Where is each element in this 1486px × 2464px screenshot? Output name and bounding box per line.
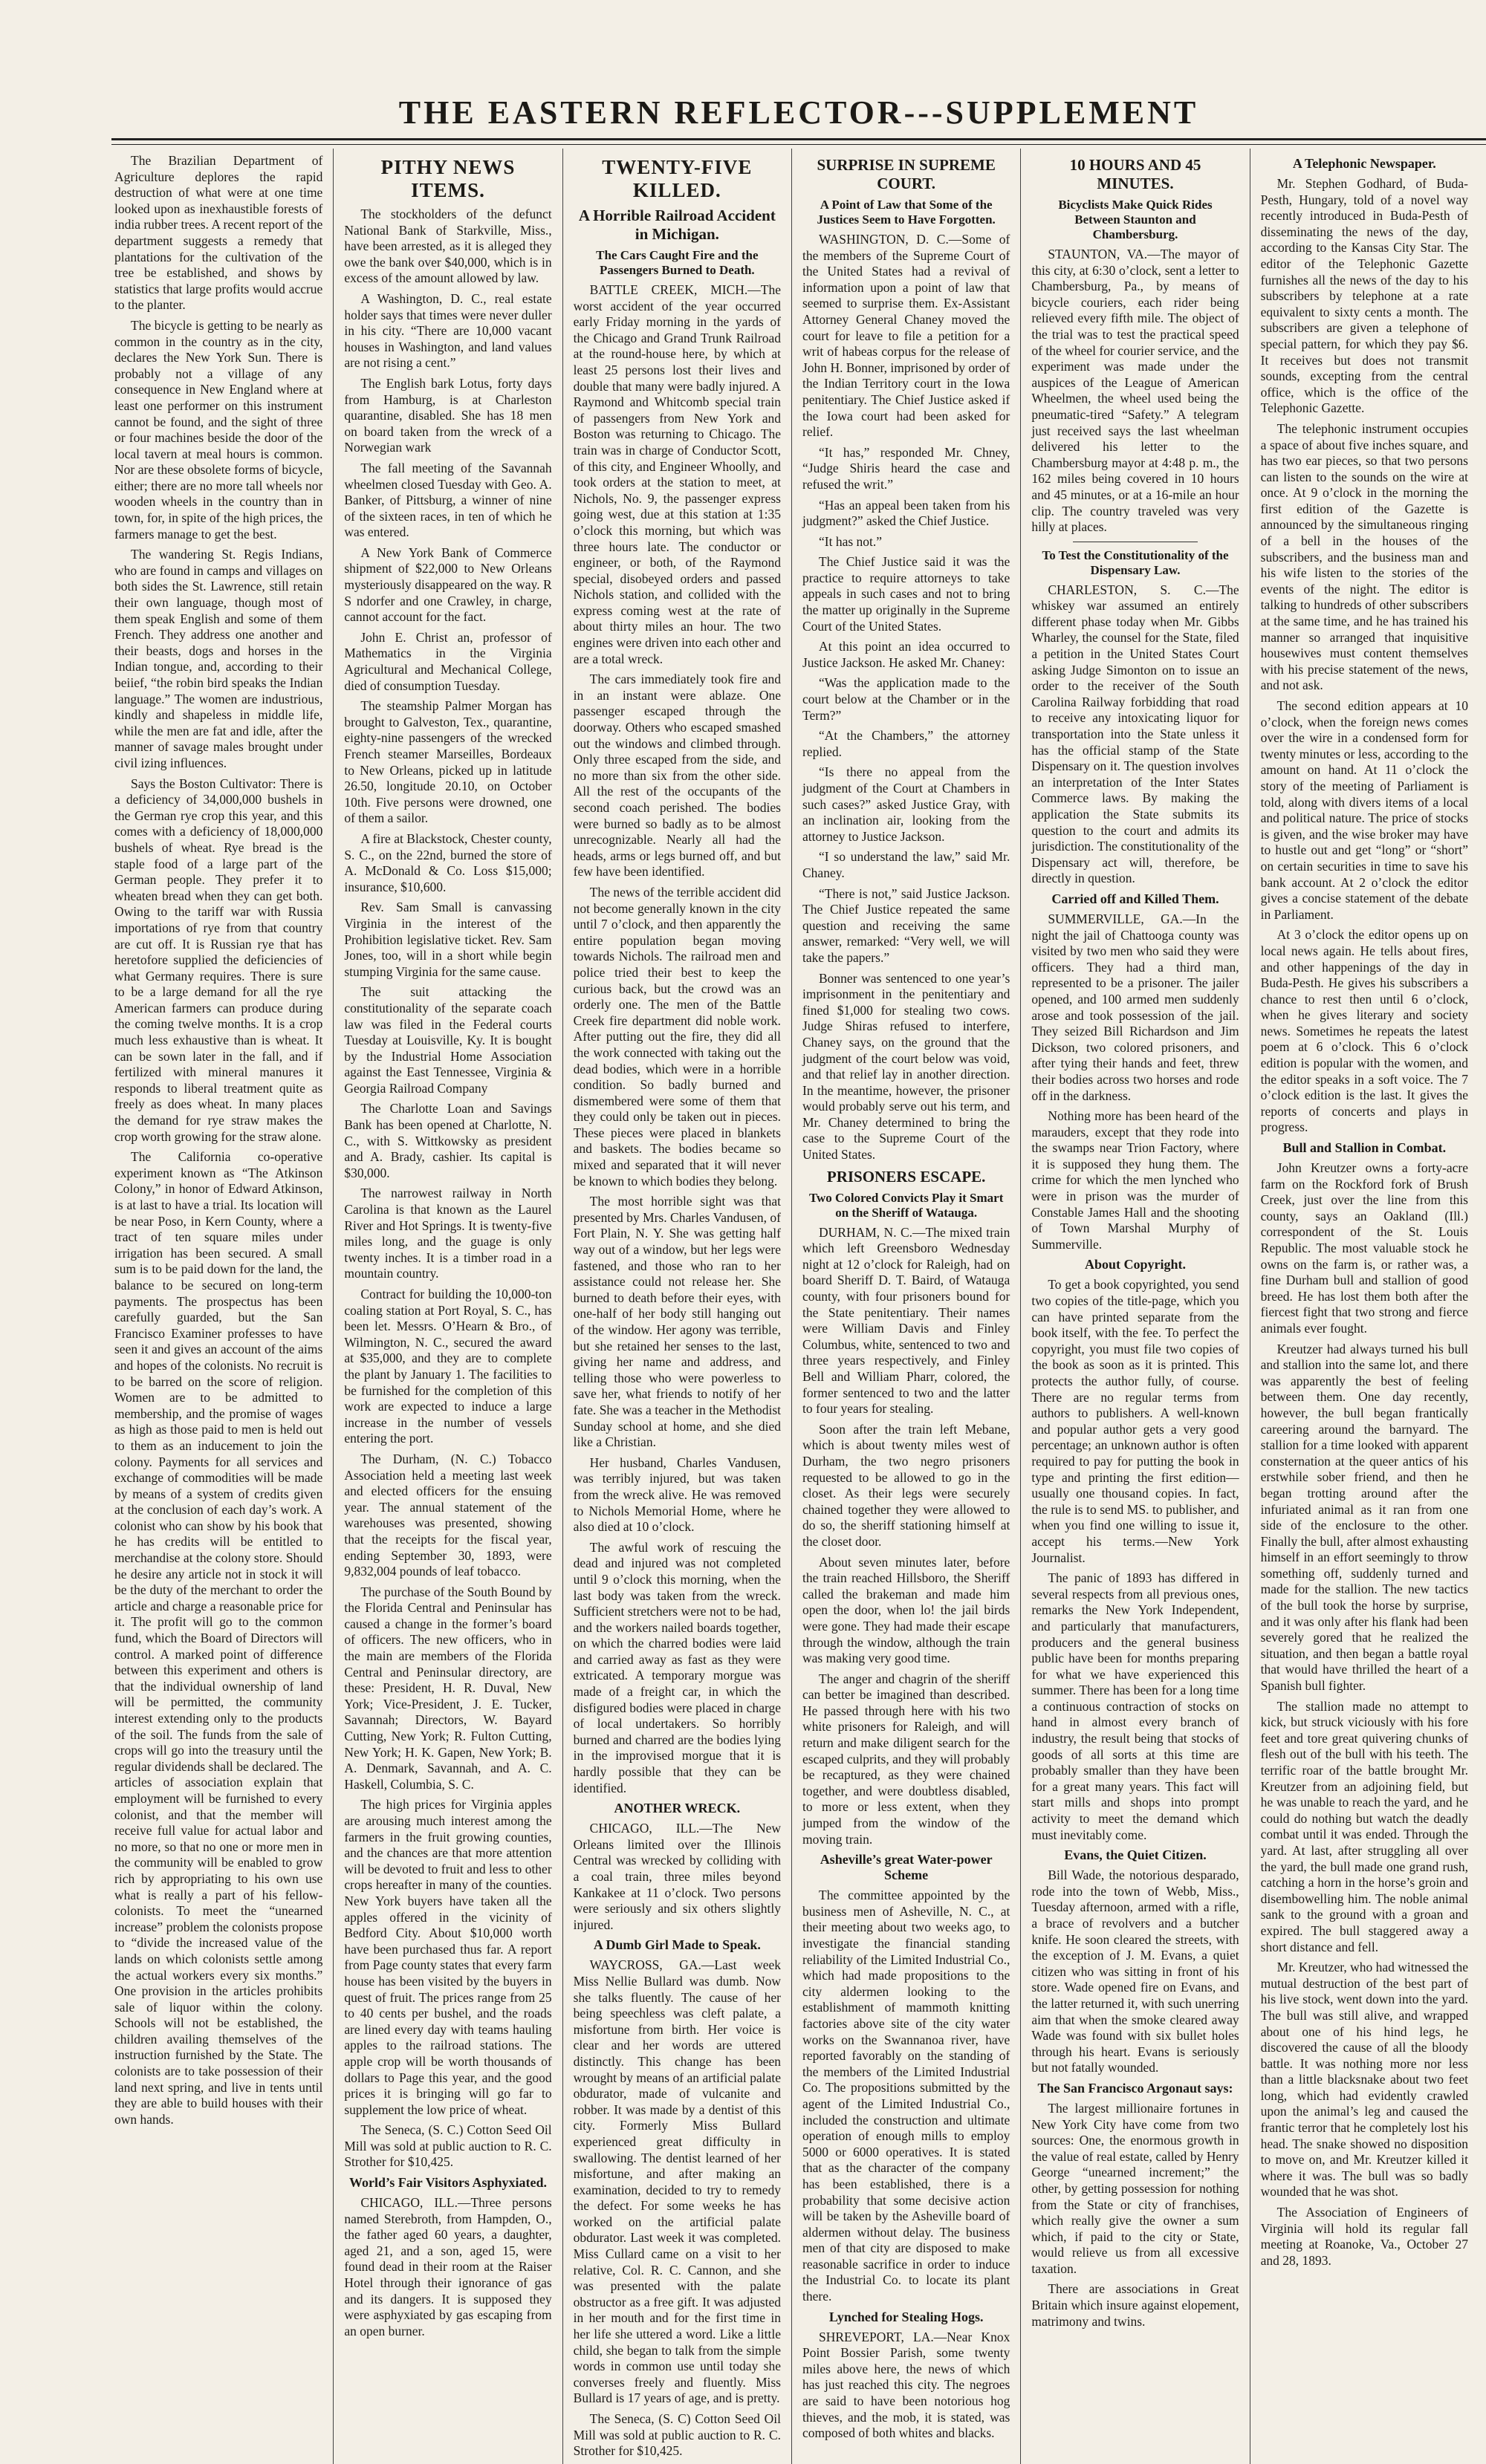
article-paragraph: The Brazilian Department of Agriculture deplores the rapid destruction of what were at one time looked upon as inexhaustible forests of india rubber trees. A recent report of the department suggests a remedy that plantations for the cultivation of the tree be established, and shows by statistics that large profits would accrue to the planter. <box>114 153 323 313</box>
article-paragraph: CHICAGO, ILL.—The New Orleans limited over the Illinois Central was wrecked by colliding with a coal train, three miles beyond Kankakee at 11 o’clock. Two persons were seriously and six others slightly injured. <box>573 1821 781 1932</box>
article-paragraph: A New York Bank of Commerce shipment of $22,000 to New Orleans mysteriously disappeared on the way. R S ndorfer and one Crawley, in charge, cannot account for the fact. <box>344 545 552 625</box>
article-headline: PITHY NEWS ITEMS. <box>380 156 516 201</box>
article-paragraph: “I so understand the law,” said Mr. Chaney. <box>802 849 1010 880</box>
article-subheadline: A Point of Law that Some of the Justices Seem to Have Forgotten. <box>817 198 996 227</box>
article-paragraph: “It has,” responded Mr. Chney, “Judge Shiris heard the case and refused the writ.” <box>802 444 1010 492</box>
column-4 <box>791 149 1020 2464</box>
article-headline: A Dumb Girl Made to Speak. <box>593 1937 761 1953</box>
article-paragraph: Says the Boston Cultivator: There is a deficiency of 34,000,000 bushels in the German rye crop this year, and this comes with a deficiency of 18,000,000 bushels of wheat. Rye bread is the staple food of a large part of the German people. They prefer it to wheaten bread when they can get both. Owing to the tariff war with Russia importations of rye from that country are cut off. It is Russian rye that has heretofore supplied the deficiencies of what Germany requires. There is sure to be a large demand for all the rye American farmers can produce during the coming twelve months. It is a crop much less exhaustive than is wheat. It can be sown later in the fall, and if fertilized with mineral manures it responds to liberal treatment quite as freely as does wheat. In many places the demand for rye straw makes the crop worth growing for the straw alone. <box>114 776 323 1144</box>
article-paragraph: A fire at Blackstock, Chester county, S. C., on the 22nd, burned the store of A. McDonald & Co. Loss $15,000; insurance, $10,600. <box>344 830 552 894</box>
article-paragraph: Nothing more has been heard of the marauders, except that they rode into the swamps near Trion Factory, where it is supposed they hung them. The crime for which the men lynched who were in prison was the murder of Constable James Hall and the shooting of Town Marshal Murphy of Summerville. <box>1031 1108 1239 1252</box>
article-paragraph: The cars immediately took fire and in an instant were ablaze. One passenger escaped through the doorway. Others who escaped smashed out the windows and climbed through. Only three escaped from the side, and no more than six from the other side. All the rest of the occupants of the second coach perished. The bodies were burned so badly as to be almost unrecognizable. Nearly all had the heads, arms or legs burned off, and but few have been identified. <box>573 672 781 880</box>
article-headline: A Horrible Railroad Accident in Michigan. <box>578 207 776 243</box>
article-paragraph: The Chief Justice said it was the practice to require attorneys to take appeals in such cases and not to bring the matter up originally in the Supreme Court of the United States. <box>802 554 1010 634</box>
column-3 <box>562 149 791 2464</box>
article-paragraph: About seven minutes later, before the train reached Hillsboro, the Sheriff called the brakeman and made him open the door, when lo! the jail birds were gone. They had made their escape through the window, although the train was making very good time. <box>802 1554 1010 1666</box>
article-paragraph: The Seneca, (S. C.) Cotton Seed Oil Mill was sold at public auction to R. C. Strother for $10,425. <box>344 2122 552 2170</box>
article-paragraph: Mr. Stephen Godhard, of Buda-Pesth, Hungary, told of a novel way recently introduced in Buda-Pesth of disseminating the news of the day, according to the Kansas City Star. The editor of the Telephonic Gazette furnishes all the news of the day to his subscribers by telephone at a rate equivalent to sixty cents a month. The subscribers are given a telephone of special pattern, for which they pay $6. It receives but does not transmit sounds, excepting from the central office, which is the office of the Telephonic Gazette. <box>1260 176 1468 416</box>
article-paragraph: WASHINGTON, D. C.—Some of the members of the Supreme Court of the United States had a revival of information upon a point of law that seemed to surprise them. Ex-Assistant Attorney General Chaney moved the court for leave to file a petition for a writ of habeas corpus for the release of John H. Bonner, imprisoned by order of the Indian Territory court in the Iowa penitentiary. The Chief Justice asked if the Iowa court had been asked for relief. <box>802 232 1010 440</box>
article-headline: Lynched for Stealing Hogs. <box>828 2309 984 2324</box>
article-paragraph: The committee appointed by the business men of Asheville, N. C., at their meeting about two weeks ago, to investigate the financial standing reliability of the Limited Industrial Co., which had made propositions to the city aldermen looking to the establishment of mammoth knitting factories above site of the city water works on the Swannanoa river, have reported favorably on the standing of the members of the Limited Industrial Co. The propositions submitted by the agent of the Limited Industrial Co., included the construction and ultimate operation of enough mills to employ 5000 or 6000 operatives. It is stated that as the character of the company has been established, there is a probability that some decisive action will be taken by the Asheville board of aldermen without delay. The business men of that city are disposed to make reasonable sacrifice in order to induce the Industrial Co. to locate its plant there. <box>802 1888 1010 2304</box>
article-headline: The San Francisco Argonaut says: <box>1037 2080 1233 2096</box>
column-2 <box>333 149 562 2464</box>
article-paragraph: The Durham, (N. C.) Tobacco Association held a meeting last week and elected officers for the ensuing year. The annual statement of the warehouses was presented, showing that the receipts for the fiscal year, ending September 30, 1893, were 9,832,004 pounds of leaf tobacco. <box>344 1451 552 1579</box>
article-headline: ANOTHER WRECK. <box>614 1801 741 1816</box>
article-columns <box>104 149 1479 2459</box>
article-subheadline: The Cars Caught Fire and the Passengers Burned to Death. <box>596 248 759 277</box>
article-headline: World’s Fair Visitors Asphyxiated. <box>348 2175 547 2191</box>
article-paragraph: BATTLE CREEK, MICH.—The worst accident of the year occurred early Friday morning in the yards of the Chicago and Grand Trunk Railroad at the round-house here, by which at least 25 persons lost their lives and double that many were badly injured. A Raymond and Whitcomb special train of passengers from New York and Boston was returning to Chicago. The train was in charge of Conductor Scott, of this city, and Engineer Whoolly, and took orders at the station to meet, at Nichols, No. 9, the passenger express going west, due at this station at 1:35 o’clock this morning, but which was three hours late. The conductor or engineer, or both, of the Raymond special, disobeyed orders and passed Nichols station, and collided with the express coming west at the rate of about thirty miles an hour. The two engines were driven into each other and are a total wreck. <box>573 282 781 666</box>
article-paragraph: The second edition appears at 10 o’clock, when the foreign news comes over the wire in a condensed form for twenty minutes or less, according to the amount on hand. At 11 o’clock the story of the meeting of Parliament is told, along with divers items of a local and political nature. The price of stocks is given, and the wise broker may have to hustle out and get “long” or “short” on certain securities in time to save his bank account. At 2 o’clock the editor gives a concise statement of the debate in Parliament. <box>1260 698 1468 922</box>
article-paragraph: At this point an idea occurred to Justice Jackson. He asked Mr. Chaney: <box>802 639 1010 670</box>
article-paragraph: Bill Wade, the notorious desparado, rode into the town of Webb, Miss., Tuesday afternoon, armed with a rifle, a brace of revolvers and a butcher knife. He soon cleared the streets, with the exception of J. M. Evans, a quiet citizen who was sitting in front of his store. Wade opened fire on Evans, and the latter returned it, with such unerring aim that when the smoke cleared away Wade was found with six bullet holes through his heart. Evans is seriously but not fatally wounded. <box>1031 1867 1239 2075</box>
article-paragraph: The news of the terrible accident did not become generally known in the city until 7 o’clock, and then apparently the entire population began moving towards Nichols. The railroad men and police tried their best to keep the curious back, but the crowd was an orderly one. The men of the Battle Creek fire department did noble work. After putting out the fire, they did all the work connected with taking out the dead bodies, which were in a horrible condition. So badly burned and dismembered were some of them that they could only be taken out in pieces. These pieces were placed in blankets and baskets. The bodies became so mixed and separated that it will never be known to which bodies they belong. <box>573 884 781 1189</box>
article-paragraph: “At the Chambers,” the attorney replied. <box>802 728 1010 759</box>
article-paragraph: A Washington, D. C., real estate holder says that times were never duller in his city. “There are 10,000 vacant houses in Washington, and land values are not rising a cent.” <box>344 290 552 371</box>
article-headline: Asheville’s great Water-power Scheme <box>820 1852 993 1883</box>
article-paragraph: The panic of 1893 has differed in several respects from all previous ones, remarks the New York Independent, and particularly that manufacturers, producers and the general business public have been for months preparing for what we have experienced this summer. There has been for a long time a continuous contraction of stocks on hand in almost every branch of industry, the result being that stocks of goods of all sorts at this time are probably smaller than they have been for a great many years. This fact will start mills and shops into prompt activity to meet the demand which must inevitably come. <box>1031 1570 1239 1842</box>
article-paragraph: “It has not.” <box>819 533 883 549</box>
article-headline: About Copyright. <box>1084 1257 1186 1272</box>
article-paragraph: DURHAM, N. C.—The mixed train which left Greensboro Wednesday night at 12 o’clock for Raleigh, had on board Sheriff D. T. Baird, of Watauga county, with four prisoners bound for the State penitentiary. Their names were William Davis and Finley Columbus, white, sentenced to two and three years respectively, and Finley Bell and William Pharr, colored, the former sentenced to two and the latter to four years for stealing. <box>802 1224 1010 1417</box>
article-paragraph: The Seneca, (S. C) Cotton Seed Oil Mill was sold at public auction to R. C. Strother for $10,425. <box>573 2411 781 2459</box>
article-paragraph: Her husband, Charles Vandusen, was terribly injured, but was taken from the wreck alive. He was removed to Nichols Memorial Home, where he also died at 10 o’clock. <box>573 1454 781 1535</box>
article-paragraph: The narrowest railway in North Carolina is that known as the Laurel River and Hot Springs. It is twenty-five miles long, and the guage is only twenty inches. It is a timber road in a mountain country. <box>344 1186 552 1281</box>
article-paragraph: Bonner was sentenced to one year’s imprisonment in the penitentiary and fined $1,000 for stealing two cows. Judge Shiras refused to interfere, Chaney says, on the ground that the judgment of the court below was void, and that relief lay in another direction. In the meantime, however, the prisoner would probably serve out his term, and Mr. Chaney determined to bring the case to the Supreme Court of the United States. <box>802 970 1010 1163</box>
article-paragraph: CHICAGO, ILL.—Three persons named Sterebroth, from Hampden, O., the father aged 60 years, a daughter, aged 21, and a son, aged 15, were found dead in their room at the Raiser Hotel through their ignorance of gas and its dangers. It is supposed they were asphyxiated by gas escaping from an open burner. <box>344 2195 552 2338</box>
article-subheadline: Bicyclists Make Quick Rides Between Staunton and Chambersburg. <box>1058 198 1213 241</box>
article-headline: A Telephonic Newspaper. <box>1292 156 1436 171</box>
article-paragraph: The steamship Palmer Morgan has brought to Galveston, Tex., quarantine, eighty-nine passengers of the wrecked French steamer Marseilles, Bordeaux to New Orleans, picked up in latitude 26.50, longitude 20.10, on October 10th. Five persons were drowned, one of them a sailor. <box>344 698 552 826</box>
article-headline: Bull and Stallion in Combat. <box>1282 1140 1447 1156</box>
article-paragraph: STAUNTON, VA.—The mayor of this city, at 6:30 o’clock, sent a letter to Chambersburg, Pa., by means of bicycle couriers, each rider being relieved every fifth mile. The object of the trial was to test the practical speed of the wheel for courier service, and the experiment was made under the auspices of the League of American Wheelmen, the wheel used being the pneumatic-tired “Safety.” A telegram just received says the last wheelman delivered his letter to the Chambersburg mayor at 4:48 p. m., the 162 miles being covered in 10 hours and 45 minutes, or at a 16-mile an hour clip. The country traveled was very hilly at places. <box>1031 247 1239 535</box>
article-paragraph: The fall meeting of the Savannah wheelmen closed Tuesday with Geo. A. Banker, of Pittsburg, a winner of nine of the sixteen races, in ten of which he was entered. <box>344 460 552 540</box>
article-paragraph: The stockholders of the defunct National Bank of Starkville, Miss., have been arrested, as it is alleged they owe the bank over $40,000, which is in excess of the amount allowed by law. <box>344 207 552 286</box>
article-paragraph: The English bark Lotus, forty days from Hamburg, is at Charleston quarantine, disabled. She has 18 men on board taken from the wreck of a Norwegian wark <box>344 375 552 455</box>
article-paragraph: The suit attacking the constitutionality of the separate coach law was filed in the Federal courts Tuesday at Louisville, Ky. It is bought by the Industrial Home Association against the East Tennessee, Virginia & Georgia Railroad Company <box>344 984 552 1096</box>
article-paragraph: The stallion made no attempt to kick, but struck viciously with his fore feet and tore great quivering chunks of flesh out of the bull with his teeth. The terrific roar of the battle brought Mr. Kreutzer from an adjoining field, but he was unable to reach the yard, and he could do nothing but watch the deadly combat until it was ended. Through the yard. At last, after struggling all over the yard, the bull made one grand rush, catching a horn in the horse’s groin and disembowelling him. The noble animal sank to the ground with a groan and expired. The bull staggered away a short distance and fell. <box>1260 1698 1468 1954</box>
article-paragraph: Kreutzer had always turned his bull and stallion into the same lot, and there was apparently the best of feeling between them. One day recently, however, the bull began frantically careering around the barnyard. The stallion for a time looked with apparent consternation at the queer antics of his erstwhile sober friend, and then he began trotting around after the infuriated animal as it ran from one side of the enclosure to the other. Finally the bull, after almost exhausting himself in an effort seemingly to throw something off, suddenly turned and made for the stallion. The new tactics of the bull took the horse by surprise, and it was only after his flank had been severely gored that he realized the situation, and then began a battle royal that would have thrilled the heart of a Spanish bull fighter. <box>1260 1341 1468 1694</box>
article-headline: TWENTY-FIVE KILLED. <box>602 156 753 201</box>
article-headline: Evans, the Quiet Citizen. <box>1064 1847 1207 1863</box>
article-paragraph: Contract for building the 10,000-ton coaling station at Port Royal, S. C., has been let. Messrs. O’Hearn & Bro., of Wilmington, N. C., secured the award at $35,000, and they are to complete the plant by January 1. The facilities to be furnished for the completion of this work are expected to induce a large increase in the number of vessels entering the port. <box>344 1287 552 1446</box>
masthead-rule <box>111 138 1486 140</box>
article-paragraph: John Kreutzer owns a forty-acre farm on the Rockford fork of Brush Creek, just over the line from this county, says an Oakland (Ill.) correspondent of the St. Louis Republic. The most valuable stock he owns on the farm is, or rather was, a fine Durham bull and stallion of good breed. He has lost them both after the fiercest fight that two strong and fierce animals ever fought. <box>1260 1160 1468 1336</box>
article-paragraph: SHREVEPORT, LA.—Near Knox Point Bossier Parish, some twenty miles above here, the news of which has just reached this city. The negroes are said to have been notorious hog thieves, and the mob, it is stated, was composed of both whites and blacks. <box>802 2329 1010 2441</box>
article-paragraph: The most horrible sight was that presented by Mrs. Charles Vandusen, of Fort Plain, N. Y. She was getting half way out of a window, but her legs were fastened, and those who ran to her assistance could not release her. She burned to death before their eyes, with one-half of her body still hanging out of the window. Her agony was terrible, but she retained her senses to the last, giving her name and address, and telling those who were powerless to save her, what friends to notify of her fate. She was a teacher in the Methodist Sunday school at home, and she died like a Christian. <box>573 1194 781 1450</box>
article-paragraph: The purchase of the South Bound by the Florida Central and Peninsular has caused a change in the former’s board of officers. The new officers, who in the main are members of the Florida Central and Peninsular directory, are these: President, H. R. Duval, New York; Vice-President, J. E. Tucker, Savannah; Directors, W. Bayard Cutting, New York; R. Fulton Cutting, New York; H. K. Gapen, New York; B. A. Denmark, Savannah, and A. C. Haskell, Columbia, S. C. <box>344 1584 552 1792</box>
article-headline: PRISONERS ESCAPE. <box>826 1167 986 1186</box>
article-paragraph: Soon after the train left Mebane, which is about twenty miles west of Durham, the two negro prisoners requested to be allowed to go in the closet. As their legs were securely chained together they were allowed to do so, the sheriff stationing himself at the closet door. <box>802 1421 1010 1549</box>
column-1 <box>104 149 333 2464</box>
article-paragraph: There are associations in Great Britain which insure against elopement, matrimony and twins. <box>1031 2281 1239 2329</box>
article-paragraph: “Is there no appeal from the judgment of the Court at Chambers in such cases?” asked Justice Gray, with an inclination air, looking from the attorney to Justice Jackson. <box>802 764 1010 844</box>
article-subheadline: Two Colored Convicts Play it Smart on the Sheriff of Watauga. <box>808 1190 1004 1220</box>
article-headline: SURPRISE IN SUPREME COURT. <box>817 156 996 192</box>
article-paragraph: John E. Christ an, professor of Mathematics in the Virginia Agricultural and Mechanical College, died of consumption Tuesday. <box>344 629 552 693</box>
masthead-title: THE EASTERN REFLECTOR---SUPPLEMENT <box>398 94 1199 131</box>
article-paragraph: The Association of Engineers of Virginia will hold its regular fall meeting at Roanoke, Va., October 27 and 28, 1893. <box>1260 2205 1468 2268</box>
article-paragraph: The bicycle is getting to be nearly as common in the country as in the city, declares the New York Sun. There is probably not a village of any consequence in New England where at least one performer on this instrument cannot be found, and the sight of three or four machines beside the door of the local tavern at meal hours is common. Nor are these obsolete forms of bicycle, either; there are no more tall wheels nor wooden wheels in the country than in town, for, in spite of the high prices, the farmers manage to get the best. <box>114 317 323 542</box>
article-paragraph: Mr. Kreutzer, who had witnessed the mutual destruction of the best part of his live stock, went down into the yard. The bull was still alive, and wrapped about one of his hind legs, he discovered the cause of all the bloody battle. It was nothing more nor less than a little blacksnake about two feet long, which had evidently crawled upon the animal’s leg and caused the frantic terror that he completely lost his head. The snake showed no disposition to move on, and Mr. Kreutzer killed it where it was. The bull was so badly wounded that he was shot. <box>1260 1960 1469 2200</box>
article-headline: Carried off and Killed Them. <box>1051 891 1219 906</box>
article-paragraph: The largest millionaire fortunes in New York City have come from two sources: One, the enormous growth in the value of real estate, called by Henry George “unearned increment;” the other, by getting possession for nothing from the State or city of franchises, which really give the owner a sum which, if paid to the city or State, would relieve us from all excessive taxation. <box>1031 2100 1239 2276</box>
article-paragraph: The high prices for Virginia apples are arousing much interest among the farmers in the fruit growing counties, and the chances are that more attention will be devoted to fruit and less to other crops hereafter in many of the counties. New York buyers have taken all the apples offered in the vicinity of Bedford City. About $10,000 worth have been purchased thus far. A report from Page county states that every farm house has been visited by the buyers in quest of fruit. The prices range from 25 to 40 cents per bushel, and the roads are lined every day with teams hauling apples to the railroad stations. The apple crop will be worth thousands of dollars to Page this year, and the good prices it is bringing will go far to supplement the low price of wheat. <box>344 1797 552 2117</box>
article-paragraph: The Charlotte Loan and Savings Bank has been opened at Charlotte, N. C., with S. Wittkowsky as president and A. Brady, cashier. Its capital is $30,000. <box>344 1101 552 1180</box>
article-paragraph: The awful work of rescuing the dead and injured was not completed until 9 o’clock this morning, when the last body was taken from the wreck. Sufficient stretchers were not to be had, and the workers nailed boards together, on which the charred bodies were laid and carried away as fast as they were extricated. A temporary morgue was made of a freight car, in which the disfigured bodies were placed in charge of local undertakers. So horribly burned and charred are the bodies lying in the improvised morgue that it is hardly possible that they can be identified. <box>573 1539 781 1795</box>
article-paragraph: CHARLESTON, S. C.—The whiskey war assumed an entirely different phase today when Mr. Gibbs Wharley, the counsel for the State, filed a petition in the United States Court asking Judge Simonton on to issue an order to the receiver of the South Carolina Railway forbidding that road to receive any intoxicating liquor for transportation into the State unless it has the official stamp of the State Dispensary on it. The question involves an interpretation of the Inter States Commerce laws. By making the application the State submits its question to the court and admits its jurisdiction. The constitutionality of the Dispensary act will, therefore, be directly in question. <box>1031 582 1239 886</box>
article-headline: 10 HOURS AND 45 MINUTES. <box>1069 156 1201 192</box>
masthead-rule-thin <box>111 144 1486 145</box>
article-paragraph: “Was the application made to the court below at the Chamber or in the Term?” <box>802 675 1010 723</box>
article-paragraph: The telephonic instrument occupies a space of about five inches square, and has two ear pieces, so that two persons can listen to the sounds on the wire at once. At 9 o’clock in the morning the first edition of the Gazette is announced by the simultaneous ringing of a bell in the houses of the subscribers, and the business man and his wife listen to the stories of the events of the night. The editor is talking to hundreds of other subscribers at the same time, and he has trained his manner so arranged that inquisitive housewives must content themselves with his precise statement of the news, and not ask. <box>1260 420 1468 693</box>
article-paragraph: WAYCROSS, GA.—Last week Miss Nellie Bullard was dumb. Now she talks fluently. The cause of her being speechless was cleft palate, a misfortune from birth. Her voice is clear and her words are uttered distinctly. This change has been wrought by means of an artificial palate obdurator, made of vulcanite and robber. It was made by a dentist of this city. Formerly Miss Bullard experienced great difficulty in swallowing. The dentist learned of her misfortune, and after making an examination, decided to try to remedy the defect. For some weeks he has worked on the artificial palate obdurator. Last week it was completed. Miss Cullard came on a visit to her relative, Col. R. C. Cannon, and she was presented with the palate obstructor as a free gift. It was adjusted in her mouth and for the first time in her life she uttered a word. Like a little child, she began to talk from the simple words in common use until today she converses freely and fluently. Miss Bullard is 17 years of age, and is pretty. <box>573 1957 781 2406</box>
article-paragraph: The California co-operative experiment known as “The Atkinson Colony,” in honor of Edward Atkinson, is at last to have a trial. Its location will be near Poso, in Kern County, where a tract of ten square miles under irrigation has been secured. A small sum is to be paid down for the land, the balance to be secured on long-term payments. The prospectus has been carefully guarded, but the San Francisco Examiner professes to have seen it and gives an account of the aims and hopes of the colonists. No recruit is to be barred on the score of religion. Women are to be admitted to membership, and the promise of wages as high as those paid to men is held out to them as an inducement to join the colony. Payments for all services and exchange of commodities will be made by means of a system of credits given at the conclusion of each day’s work. A colonist who can show by his book that he has credits will be entitled to merchandise at the colony store. Should he desire any article not in stock it will be the duty of the merchant to order the article and charge a reasonable price for it. The profit will go to the common fund, which the Board of Directors will control. A marked point of difference between this experiment and others is that the individual ownership of land will be permitted, the community interest extending only to the products of the soil. The funds from the sale of crops will go into the treasury until the regular dividends shall be declared. The articles of association explain that employment will be furnished to every colonist, and that the member will receive full value for actual labor and no more, so that no one or more men in the community will be enabled to grow rich by appropriating to his own use what is really a part of his fellow-colonists. To meet the “unearned increase” problem the colonists propose to “divide the increased value of the lands on which colonists settle among the actual workers every six months.” One provision in the articles prohibits sale of liquor within the colony. Schools will not be established, the children availing themselves of the instruction furnished by the State. The colonists are to take possession of their land next spring, and live in tents until they are able to build houses with their own hands. <box>114 1149 323 2127</box>
article-paragraph: At 3 o’clock the editor opens up on local news again. He tells about fires, and other happenings of the day in Buda-Pesth. He gives his subscribers a chance to rest then until 6 o’clock, when he gives literary and society news. Sometimes he repeats the latest poem at 6 o’clock. This 6 o’clock edition is popular with the women, and the editor speaks in a soft voice. The 7 o’clock edition is the last. It gives the reports of concerts and plays in progress. <box>1260 927 1468 1135</box>
article-paragraph: The anger and chagrin of the sheriff can better be imagined than described. He passed through here with his two white prisoners for Raleigh, and will return and make diligent search for the escaped culprits, and they will probably be recaptured, as they were chained together, and were doubtless disabled, to more or less extent, when they jumped from the window of the moving train. <box>802 1671 1010 1847</box>
article-paragraph: The wandering St. Regis Indians, who are found in camps and villages on both sides the St. Lawrence, still retain their own language, though most of them speak English and some of them French. They address one another and their beasts, dogs and horses in the Indian tongue, and, according to their beiief, “the robin bird speaks the Indian language.” The women are industrious, kindly and shapeless in middle life, while the men are fat and idle, after the manner of savage males brought under civil izing influences. <box>114 547 323 770</box>
article-subheadline: To Test the Constitutionality of the Dispensary Law. <box>1042 547 1229 577</box>
column-6 <box>1250 149 1479 2464</box>
article-paragraph: Rev. Sam Small is canvassing Virginia in the interest of the Prohibition legislative ticket. Rev. Sam Jones, too, will in a short while begin stumping Virginia for the same cause. <box>344 900 552 979</box>
article-paragraph: “Has an appeal been taken from his judgment?” asked the Chief Justice. <box>802 497 1010 529</box>
column-5 <box>1020 149 1249 2464</box>
article-paragraph: SUMMERVILLE, GA.—In the night the jail of Chattooga county was visited by two men who said they were officers. They had a third man, represented to be a prisoner. The jailer opened, and 100 armed men suddenly arose and took possession of the jail. They seized Bill Richardson and Jim Dickson, two colored prisoners, and after tying their hands and feet, threw their bodies across two horses and rode off in the darkness. <box>1031 911 1239 1103</box>
article-paragraph: “There is not,” said Justice Jackson. The Chief Justice repeated the same question and receiving the same answer, remarked: “Very well, we will take the papers.” <box>802 885 1010 965</box>
article-paragraph: To get a book copyrighted, you send two copies of the title-page, which you can have printed separate from the book itself, with the fee. To perfect the copyright, you must file two copies of the book as soon as it is printed. This protects the author fully, of course. There are no regular terms from authors to publishers. A well-known and popular author gets a very good percentage; an unknown author is often required to pay for putting the book in type and printing the first edition—usually one thousand copies. In fact, the rule is to send MS. to publisher, and when you find one willing to issue it, accept his terms.—New York Journalist. <box>1031 1277 1239 1565</box>
